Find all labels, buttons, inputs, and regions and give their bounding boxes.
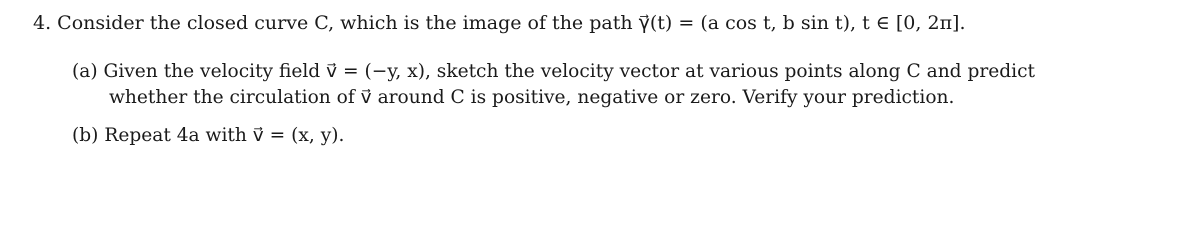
part-a-text-line-1: (a) Given the velocity field v⃗ = (−y, x), sketch the velocity vector at various points along C and predict xyxy=(72,61,1036,82)
part-a-text-line-2: whether the circulation of v⃗ around C is positive, negative or zero. Verify your prediction. xyxy=(109,87,955,108)
problem-statement: 4. Consider the closed curve C, which is the image of the path γ⃗(t) = (a cos t, b sin t), t ∈ [0, 2π]. xyxy=(33,12,966,34)
part-b-text: (b) Repeat 4a with v⃗ = (x, y). xyxy=(72,125,345,146)
